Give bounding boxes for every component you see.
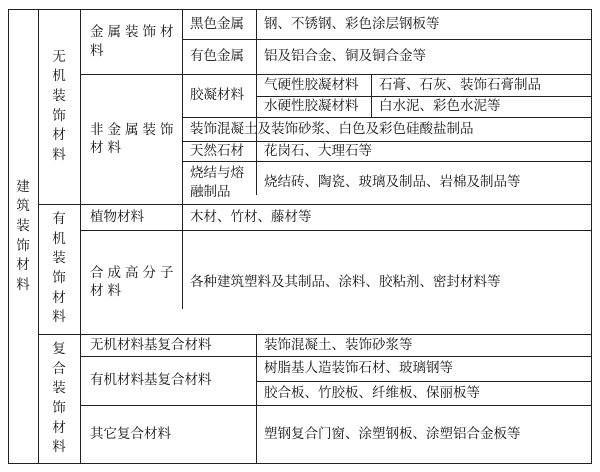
organic-composite-label: 有机材料基复合材料 xyxy=(90,372,212,389)
air-binder-label: 气硬性胶凝材料 xyxy=(264,76,359,93)
ferrous-metal-desc: 钢、不锈钢、彩色涂层钢板等 xyxy=(264,15,440,32)
root-category-cell xyxy=(8,9,38,464)
ferrous-metal-label: 黑色金属 xyxy=(190,15,244,32)
inorganic-composite-desc: 装饰混凝土、装饰砂浆等 xyxy=(264,336,413,353)
nonmetal-category-cell xyxy=(80,74,182,204)
nonferrous-metal-desc-cell xyxy=(256,39,592,74)
stone-desc-cell xyxy=(256,141,592,161)
nonferrous-metal-desc: 铝及铝合金、铜及铜合金等 xyxy=(264,48,426,65)
nonmetal-category-label: 非金属装饰材料 xyxy=(90,121,178,156)
polymer-desc: 各种建筑塑料及其制品、涂料、胶粘剂、密封材料等 xyxy=(190,273,501,290)
metal-category-label: 金属装饰材料 xyxy=(90,24,178,59)
stone-desc: 花岗石、大理石等 xyxy=(264,142,372,159)
plant-desc-cell xyxy=(182,204,592,230)
nonferrous-metal-cell xyxy=(182,39,256,74)
organic-composite-desc1: 树脂基人造装饰石材、玻璃钢等 xyxy=(264,360,453,377)
hydraulic-binder-desc-cell xyxy=(371,96,592,117)
organic-group-label: 有机装饰材料 xyxy=(52,211,66,326)
fired-desc: 烧结砖、陶瓷、玻璃及制品、岩棉及制品等 xyxy=(264,174,521,191)
concrete-cell xyxy=(182,117,592,141)
other-composite-desc-cell xyxy=(256,405,592,464)
inorganic-composite-label: 无机材料基复合材料 xyxy=(90,336,212,353)
organic-composite-desc1-cell xyxy=(256,356,592,381)
hydraulic-binder-cell xyxy=(256,96,371,117)
organic-composite-desc2: 胶合板、竹胶板、纤维板、保丽板等 xyxy=(264,384,480,401)
metal-category-cell xyxy=(80,9,182,74)
polymer-cell xyxy=(80,230,182,334)
fired-cell xyxy=(182,161,256,204)
binder-cell xyxy=(182,74,256,117)
composite-group-cell xyxy=(38,334,80,464)
hydraulic-binder-desc: 白水泥、彩色水泥等 xyxy=(379,98,501,115)
plant-desc: 木材、竹材、藤材等 xyxy=(190,208,312,225)
stone-label: 天然石材 xyxy=(190,142,244,159)
other-composite-label: 其它复合材料 xyxy=(90,426,171,443)
air-binder-desc: 石膏、石灰、装饰石膏制品 xyxy=(379,76,541,93)
inorganic-group-cell xyxy=(38,9,80,204)
ferrous-metal-desc-cell xyxy=(256,9,592,39)
composite-group-label: 复合装饰材料 xyxy=(52,341,66,456)
binder-label: 胶凝材料 xyxy=(190,87,244,104)
other-composite-desc: 塑钢复合门窗、涂塑钢板、涂塑铝合金板等 xyxy=(264,426,521,443)
other-composite-cell xyxy=(80,405,256,464)
root-category-label: 建筑装饰材料 xyxy=(16,178,30,293)
ferrous-metal-cell xyxy=(182,9,256,39)
concrete-desc: 装饰混凝土及装饰砂浆、白色及彩色硅酸盐制品 xyxy=(190,120,474,137)
fired-label: 烧结与熔融制品 xyxy=(190,165,244,200)
nonferrous-metal-label: 有色金属 xyxy=(190,48,244,65)
organic-group-cell xyxy=(38,204,80,334)
inorganic-composite-desc-cell xyxy=(256,334,592,356)
polymer-label: 合成高分子材料 xyxy=(90,264,178,299)
hydraulic-binder-label: 水硬性胶凝材料 xyxy=(264,98,359,115)
organic-composite-desc2-cell xyxy=(256,381,592,405)
plant-label: 植物材料 xyxy=(90,208,144,225)
air-binder-desc-cell xyxy=(371,74,592,96)
organic-composite-cell xyxy=(80,356,256,405)
fired-desc-cell xyxy=(256,161,592,204)
air-binder-cell xyxy=(256,74,371,96)
polymer-desc-cell xyxy=(182,230,592,334)
inorganic-composite-cell xyxy=(80,334,256,356)
stone-cell xyxy=(182,141,256,161)
inorganic-group-label: 无机装饰材料 xyxy=(52,48,66,163)
plant-cell xyxy=(80,204,182,230)
